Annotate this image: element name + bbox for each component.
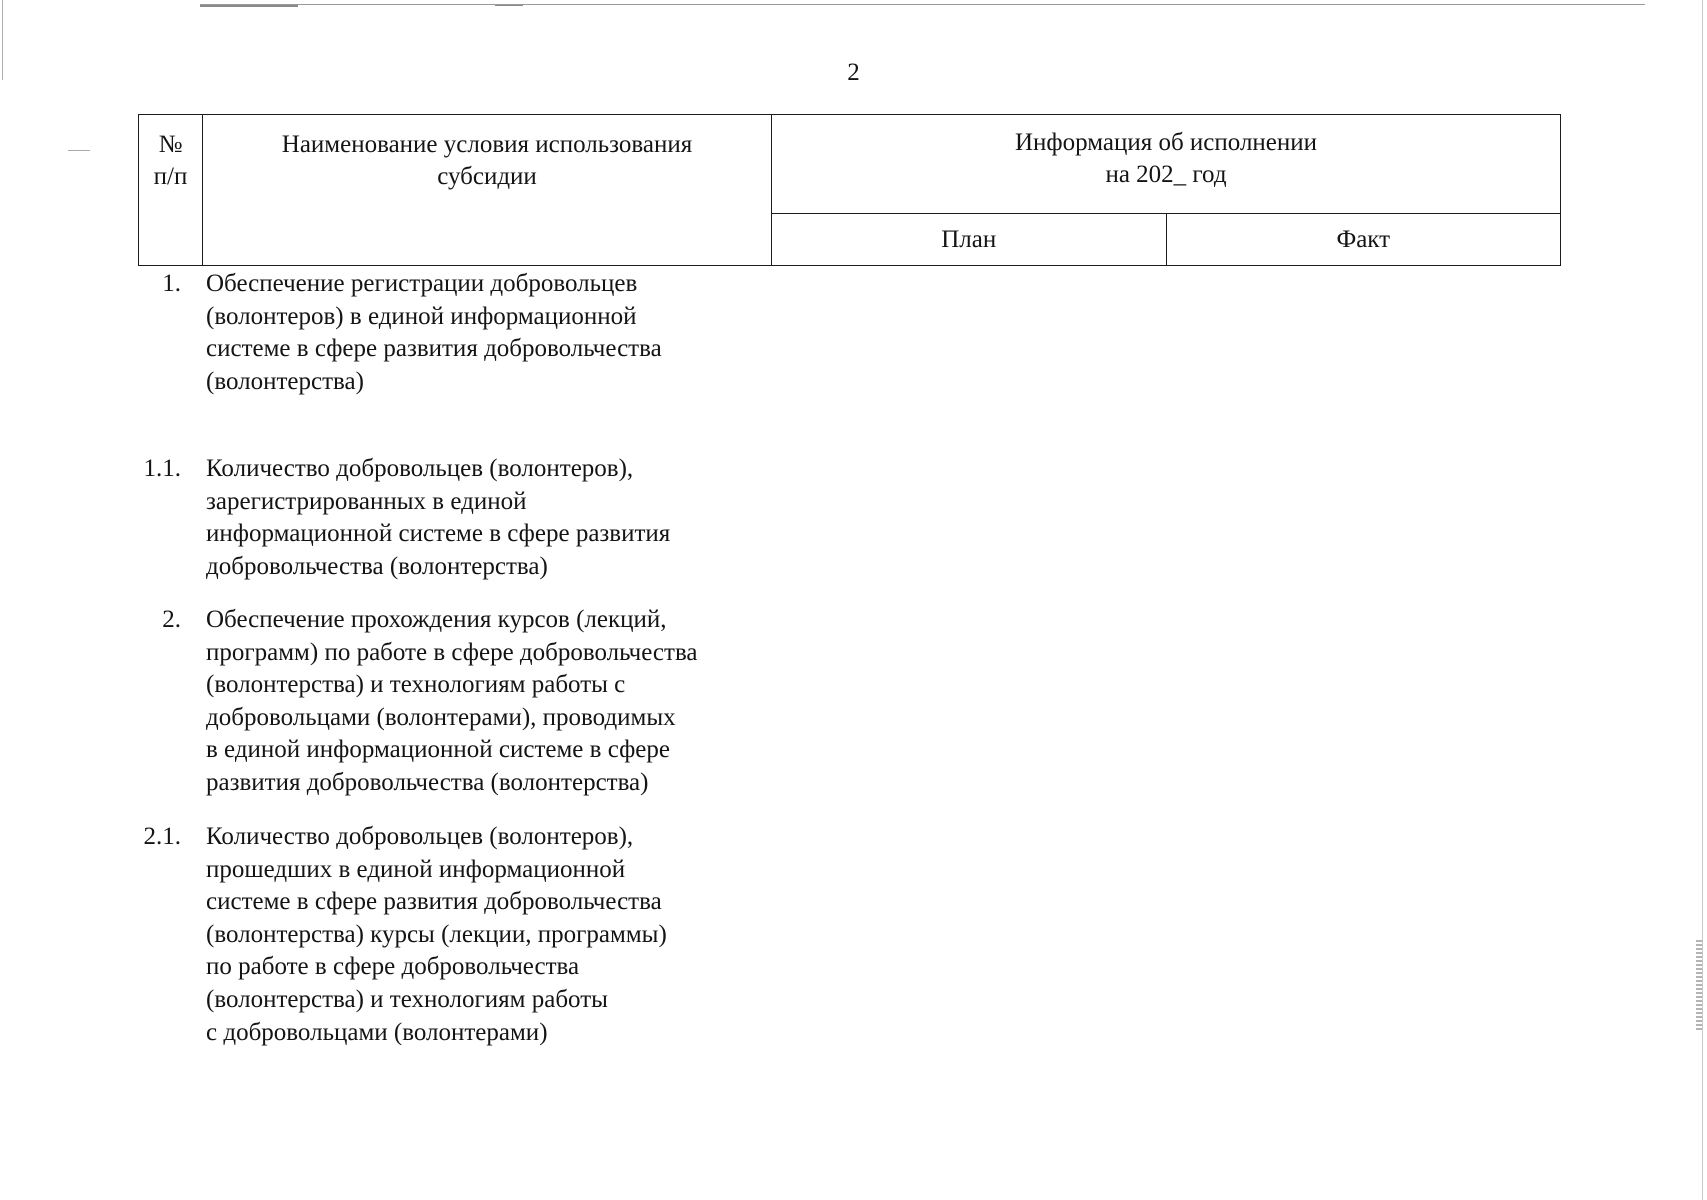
list-item xyxy=(138,453,838,580)
row-text-line: (волонтерства) курсы (лекции, программы) xyxy=(206,920,667,948)
scan-artifact xyxy=(68,150,90,151)
row-text-line: (волонтерства) и технологиям работы xyxy=(206,985,608,1013)
row-number: 1.1. xyxy=(143,455,181,482)
row-text xyxy=(206,604,846,800)
scan-artifact xyxy=(495,5,523,6)
page-number: 2 xyxy=(847,59,860,86)
row-text xyxy=(206,821,846,1049)
row-text-line: с добровольцами (волонтерами) xyxy=(206,1018,548,1046)
header-fact-cell: Факт xyxy=(1166,214,1561,266)
header-number-cell xyxy=(139,115,203,266)
row-text-line: (волонтерства) xyxy=(206,367,364,395)
row-number: 1. xyxy=(162,270,181,297)
header-table xyxy=(138,114,1561,266)
row-text-line: (волонтерства) и технологиям работы с xyxy=(206,671,626,699)
header-plan-cell: План xyxy=(772,214,1167,266)
row-text-line: Количество добровольцев (волонтеров), xyxy=(206,823,634,850)
row-text xyxy=(206,268,846,398)
row-text-line: прошедших в единой информационной xyxy=(206,855,626,883)
row-number: 2.1. xyxy=(143,823,181,850)
header-number-line: п/п xyxy=(153,163,188,190)
list-item xyxy=(138,268,838,395)
row-text-line: Обеспечение прохождения курсов (лекций, xyxy=(206,606,667,633)
scan-border-right xyxy=(1702,0,1703,1200)
scan-noise xyxy=(1696,940,1702,1030)
scan-artifact xyxy=(200,5,298,7)
header-info-cell xyxy=(772,115,1561,214)
row-text-line: зарегистрированных в единой xyxy=(206,487,527,515)
row-text-line: добровольцами (волонтерами), проводимых xyxy=(206,703,676,731)
list-item xyxy=(138,821,838,1046)
header-number-line: № xyxy=(158,131,183,158)
row-text-line: информационной системе в сфере развития xyxy=(206,520,671,548)
header-info-line: Информация об исполнении xyxy=(1014,129,1318,156)
row-text-line: программ) по работе в сфере добровольчества xyxy=(206,638,698,666)
header-info-line: на 202_ год xyxy=(1105,161,1227,188)
row-text xyxy=(206,453,846,583)
row-text-line: развития добровольчества (волонтерства) xyxy=(206,768,649,796)
list-item xyxy=(138,604,838,796)
scan-border-top xyxy=(200,4,1645,5)
row-text-line: Обеспечение регистрации добровольцев xyxy=(206,270,638,297)
row-text-line: добровольчества (волонтерства) xyxy=(206,552,548,580)
header-name-cell xyxy=(203,115,772,266)
row-text-line: системе в сфере развития добровольчества xyxy=(206,888,662,916)
row-number: 2. xyxy=(162,606,181,633)
header-name-line: Наименование условия использования xyxy=(281,131,693,158)
row-text-line: системе в сфере развития добровольчества xyxy=(206,335,662,363)
header-name-line: субсидии xyxy=(437,163,537,190)
row-text-line: в единой информационной системе в сфере xyxy=(206,736,671,764)
row-text-line: (волонтеров) в единой информационной xyxy=(206,302,637,330)
row-text-line: Количество добровольцев (волонтеров), xyxy=(206,455,634,482)
row-text-line: по работе в сфере добровольчества xyxy=(206,953,580,981)
